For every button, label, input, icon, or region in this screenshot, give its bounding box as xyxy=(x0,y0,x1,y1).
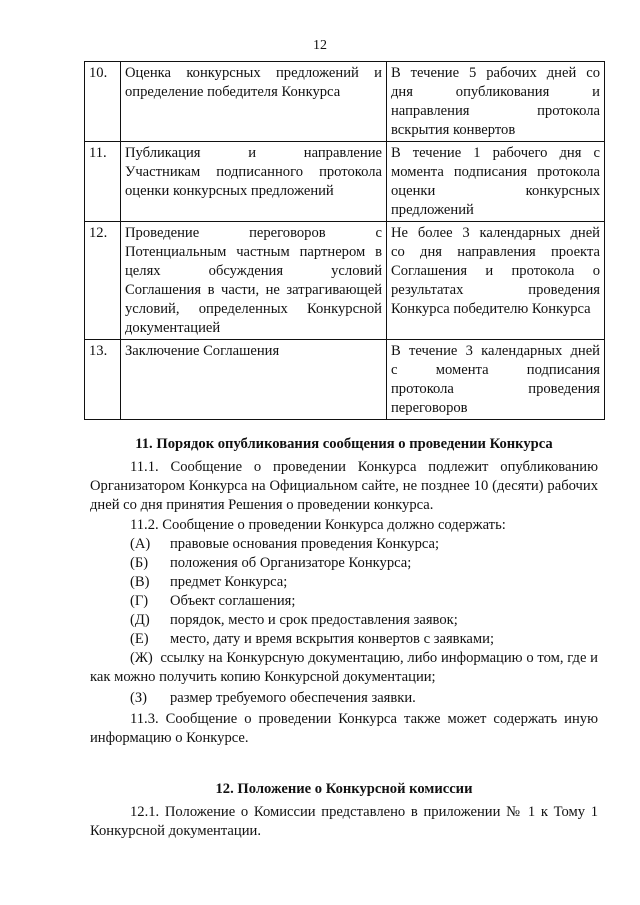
list-item xyxy=(90,630,598,649)
list-item xyxy=(90,592,598,611)
page-number: 12 xyxy=(313,38,327,53)
cell-line: В течение 5 рабочих дней со xyxy=(391,65,600,81)
cell-line: момента подписания протокола xyxy=(391,164,600,180)
list-item xyxy=(90,535,598,554)
deadline-cell xyxy=(387,222,605,340)
cell-line: предложений xyxy=(391,202,474,218)
list-item-mark: (Б) xyxy=(130,555,149,571)
list-item xyxy=(90,573,598,592)
cell-line: Соглашения в части, не затрагивающей xyxy=(125,282,382,298)
list-item-zh xyxy=(90,649,598,687)
cell-line: переговоров xyxy=(391,400,468,416)
cell-line: дня опубликования и xyxy=(391,84,600,100)
list-item-mark: (А) xyxy=(130,536,151,552)
row-number: 10. xyxy=(85,62,121,142)
paragraph-11-3: 11.3. Сообщение о проведении Конкурса также может содержать иную информацию о Конкурсе. xyxy=(90,711,598,746)
list-item-text: порядок, место и срок предоставления заявок; xyxy=(170,612,458,628)
cell-line: Оценка конкурсных предложений и xyxy=(125,65,382,81)
paragraph-12-1: 12.1. Положение о Комиссии представлено в приложении № 1 к Тому 1 Конкурсной документации. xyxy=(90,804,598,839)
list-item-mark: (Д) xyxy=(130,612,150,628)
cell-line: результатах проведения xyxy=(391,282,600,298)
cell-line: протокола проведения xyxy=(391,381,600,397)
list-item-mark: (Ж) xyxy=(130,650,153,666)
stage-cell xyxy=(121,222,387,340)
cell-line: Участникам подписанного протокола xyxy=(125,164,382,180)
section-12-heading: 12. Положение о Конкурсной комиссии xyxy=(215,781,473,797)
list-item-z xyxy=(90,689,598,708)
row-number: 11. xyxy=(85,142,121,222)
list-item-text: предмет Конкурса; xyxy=(170,574,288,590)
deadline-cell xyxy=(387,62,605,142)
cell-line: В течение 1 рабочего дня с xyxy=(391,145,600,161)
section-11-heading: 11. Порядок опубликования сообщения о проведении Конкурса xyxy=(135,436,553,452)
cell-line: Проведение переговоров с xyxy=(125,225,382,241)
cell-line: Заключение Соглашения xyxy=(125,343,280,359)
row-number: 13. xyxy=(85,340,121,420)
cell-line: Потенциальным частным партнером в xyxy=(125,244,382,260)
list-item-text: место, дату и время вскрытия конвертов с заявками; xyxy=(170,631,495,647)
cell-line: оценки конкурсных xyxy=(391,183,600,199)
list-item-text: размер требуемого обеспечения заявки. xyxy=(170,690,416,706)
cell-line: с момента подписания xyxy=(391,362,600,378)
list-item-text: положения об Организаторе Конкурса; xyxy=(170,555,412,571)
table-row xyxy=(85,62,605,142)
cell-line: целях обсуждения условий xyxy=(125,263,382,279)
stage-cell xyxy=(121,142,387,222)
list-item-text: ссылку на Конкурсную документацию, либо информацию о том, где и как можно получить копию Конкурсной документации; xyxy=(90,650,598,685)
cell-line: определение победителя Конкурса xyxy=(125,84,341,100)
list-item-text: правовые основания проведения Конкурса; xyxy=(170,536,440,552)
cell-line: документацией xyxy=(125,320,221,336)
row-number: 12. xyxy=(85,222,121,340)
table-row xyxy=(85,142,605,222)
list-item-mark: (Е) xyxy=(130,631,149,647)
cell-line: Публикация и направление xyxy=(125,145,382,161)
requirements-list xyxy=(90,535,598,649)
cell-line: Не более 3 календарных дней xyxy=(391,225,600,241)
list-item-mark: (З) xyxy=(130,690,148,706)
paragraph-11-1: 11.1. Сообщение о проведении Конкурса подлежит опубликованию Организатором Конкурса на Официальном сайте, не позднее 10 (десяти) рабочих дней со дня принятия Решения о проведении конкурса. xyxy=(90,459,598,513)
table-row xyxy=(85,222,605,340)
cell-line: со дня направления проекта xyxy=(391,244,600,260)
procedure-table xyxy=(84,61,605,420)
deadline-cell xyxy=(387,340,605,420)
cell-line: В течение 3 календарных дней xyxy=(391,343,600,359)
stage-cell xyxy=(121,62,387,142)
table-row xyxy=(85,340,605,420)
stage-cell xyxy=(121,340,387,420)
cell-line: направления протокола xyxy=(391,103,600,119)
deadline-cell xyxy=(387,142,605,222)
list-item-text: Объект соглашения; xyxy=(170,593,296,609)
list-item-mark: (В) xyxy=(130,574,150,590)
list-item xyxy=(90,554,598,573)
cell-line: условий, определенных Конкурсной xyxy=(125,301,382,317)
cell-line: Конкурса победителю Конкурса xyxy=(391,301,591,317)
list-item xyxy=(90,611,598,630)
list-item-mark: (Г) xyxy=(130,593,149,609)
cell-line: оценки конкурсных предложений xyxy=(125,183,334,199)
cell-line: вскрытия конвертов xyxy=(391,122,516,138)
cell-line: Соглашения и протокола о xyxy=(391,263,600,279)
paragraph-11-2: 11.2. Сообщение о проведении Конкурса должно содержать: xyxy=(130,517,506,533)
